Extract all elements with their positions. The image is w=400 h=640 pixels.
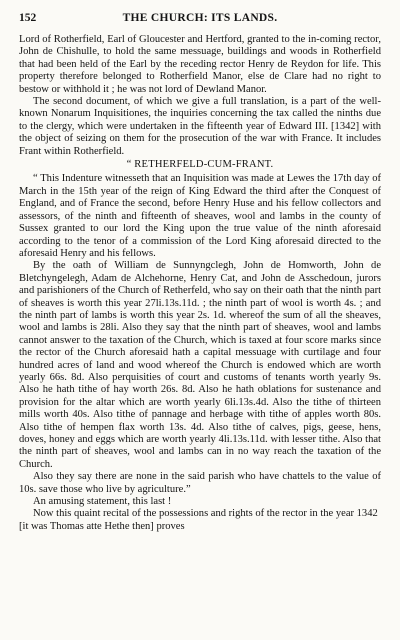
page-body [19, 34, 381, 533]
paragraph: Also they say there are none in the said parish who have chattels to the value of 10s. save those who live by agriculture.” [19, 471, 381, 495]
paragraph: Now this quaint recital of the possessions and rights of the rector in the year 1342 [it was Thomas atte Hethe then] proves [19, 508, 378, 532]
page-header [19, 10, 381, 28]
paragraph: “ This Indenture witnesseth that an Inquisition was made at Lewes the 17th day of March in the 15th year of the reign of King Edward the third after the Conquest of England, and of France the second, before Henry Huse and his fellow collectors and assessors, of the ninth and fifteenth of sheaves, wool and lambs in the county of Sussex granted to our lord the King upon the true value of the ninth aforesaid according to the tenor of a commission of the Lord King aforesaid directed to the aforesaid Henry and his fellows. [19, 173, 381, 259]
paragraph: The second document, of which we give a full translation, is a part of the well-known Nonarum Inquisitiones, the inquiries concerning the tax called the ninths due to the clergy, which were undertaken in the fifteenth year of Edward III. [1342] with the object of seizing on them for the prosecution of the war with France. It includes Frant within Rotherfield. [19, 96, 381, 157]
page-number: 152 [19, 12, 37, 24]
running-head: THE CHURCH: ITS LANDS. [122, 12, 278, 24]
section-heading: “ RETHERFELD-CUM-FRANT. [126, 159, 274, 171]
paragraph: By the oath of William de Sunnyngclegh, John de Homworth, John de Bletchyngelegh, Adam de Alchehorne, Henry Cat, and John de Asschedoun, jurors and parishioners of the Church of Retherfeld, who say on their oath that the ninth part of sheaves is worth this year 27li.13s.11d. ; the ninth part of wool is worth 4s. ; and the ninth part of lambs is worth this year 2s. 1d. whereof the sum of all the sheaves, wool and lambs is 28li. Also they say that the ninth part of sheaves, wool and lambs cannot answer to the taxation of the Church, which is taxed at four score marks since the rector of the Church aforesaid hath a capital messuage with curtilage and four hundred acres of land and wood whereof the Church is endowed which are worth yearly 66s. 8d. Also perquisities of court and customs of tenants worth yearly 9s. Also he hath tithe of hay worth 26s. 8d. Also he hath oblations for sustenance and provision for the altar which are worth yearly 6li.13s.4d. Also the tithe of thirteen mills worth 40s. Also tithe of pannage and herbage with tithe of apples worth 80s. Also tithe of hempen flax worth 13s. 4d. Also tithe of calves, pigs, geese, hens, doves, honey and eggs which are worth yearly 4li.13s.11d. with lesser tithe. Also that the ninth part of sheaves, wool and lambs can in no way reach the taxation of the Church. [19, 260, 382, 470]
paragraph: An amusing statement, this last ! [33, 496, 172, 508]
paragraph: Lord of Rotherfield, Earl of Gloucester and Hertford, granted to the in-coming rector, John de Chishulle, to hold the same messuage, buildings and woods in Rotherfield that had been held of the Earl by the receding rector Henry de Reydon for life. This property therefore belonged to Rotherfield Manor, else de Clare had no right to bestow or withhold it ; he was not lord of Dewland Manor. [19, 34, 381, 95]
